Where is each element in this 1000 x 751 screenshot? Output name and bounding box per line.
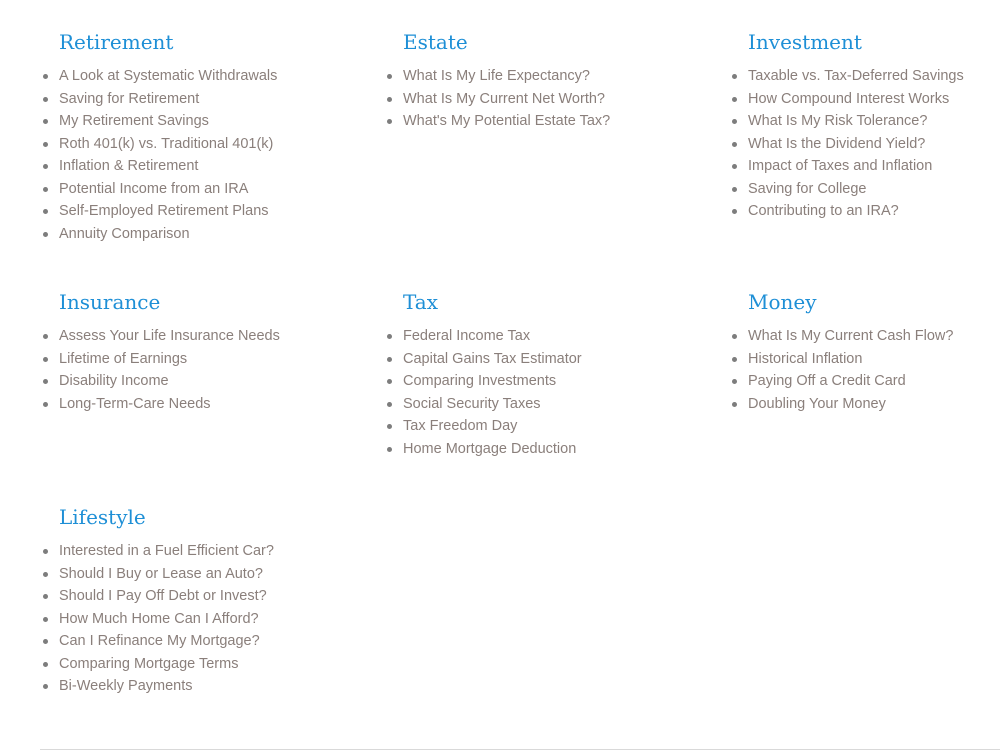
list-item [729, 88, 1000, 111]
calculator-link[interactable]: Can I Refinance My Mortgage? [59, 633, 260, 649]
calculator-link[interactable]: Paying Off a Credit Card [748, 373, 906, 389]
list-item [40, 608, 340, 631]
list-item [729, 370, 1000, 393]
calculator-link[interactable]: Comparing Mortgage Terms [59, 655, 239, 672]
section-title-lifestyle: Lifestyle [59, 505, 146, 529]
list-item [40, 88, 340, 111]
calculator-link[interactable]: What Is My Risk Tolerance? [748, 113, 928, 129]
calculator-link[interactable]: Saving for College [748, 180, 867, 197]
section-money [729, 289, 1000, 415]
list-item [40, 133, 340, 156]
calculator-link[interactable]: Roth 401(k) vs. Traditional 401(k) [59, 135, 274, 152]
list-item [40, 585, 340, 608]
calculator-link[interactable]: Comparing Investments [403, 373, 557, 389]
calculator-link[interactable]: Saving for Retirement [59, 90, 200, 107]
calculator-link[interactable]: Should I Buy or Lease an Auto? [59, 565, 263, 582]
list-item [384, 348, 684, 371]
calculator-link[interactable]: Long-Term-Care Needs [59, 395, 211, 412]
list-item [384, 415, 684, 438]
calculator-list-investment [729, 65, 1000, 223]
list-item [40, 110, 340, 133]
calculator-link[interactable]: How Much Home Can I Afford? [59, 610, 259, 627]
section-lifestyle [40, 504, 340, 698]
calculator-link[interactable]: Inflation & Retirement [59, 158, 199, 174]
calculator-link[interactable]: Annuity Comparison [59, 225, 190, 242]
list-item [40, 675, 340, 698]
section-title-insurance: Insurance [59, 290, 161, 314]
list-item [384, 325, 684, 348]
calculator-list-money [729, 325, 1000, 415]
list-item [384, 393, 684, 416]
list-item [40, 630, 340, 653]
calculator-link[interactable]: My Retirement Savings [59, 113, 209, 129]
calculator-link[interactable]: What Is My Current Net Worth? [403, 90, 605, 107]
list-item [40, 200, 340, 223]
list-item [729, 393, 1000, 416]
list-item [384, 88, 684, 111]
calculator-link[interactable]: Potential Income from an IRA [59, 180, 249, 197]
list-item [40, 325, 340, 348]
section-title-money: Money [748, 290, 817, 314]
calculator-list-insurance [40, 325, 340, 415]
section-insurance [40, 289, 340, 415]
calculator-link[interactable]: Capital Gains Tax Estimator [403, 350, 582, 367]
calculator-link[interactable]: What's My Potential Estate Tax? [403, 113, 611, 129]
list-item [40, 540, 340, 563]
list-item [729, 178, 1000, 201]
calculator-list-retirement [40, 65, 340, 245]
calculator-link[interactable]: What Is the Dividend Yield? [748, 135, 926, 152]
calculator-link[interactable]: Tax Freedom Day [403, 418, 518, 434]
footer-divider [40, 749, 1000, 750]
calculator-link[interactable]: Home Mortgage Deduction [403, 440, 577, 457]
list-item [40, 155, 340, 178]
calculator-link[interactable]: Historical Inflation [748, 350, 863, 367]
list-item [40, 393, 340, 416]
list-item [729, 65, 1000, 88]
calculator-link[interactable]: Interested in a Fuel Efficient Car? [59, 543, 274, 559]
calculator-link[interactable]: What Is My Life Expectancy? [403, 68, 590, 84]
section-investment [729, 29, 1000, 223]
section-retirement [40, 29, 340, 245]
calculator-link[interactable]: Contributing to an IRA? [748, 203, 899, 219]
calculator-link[interactable]: Disability Income [59, 373, 169, 389]
list-item [729, 133, 1000, 156]
calculator-link[interactable]: What Is My Current Cash Flow? [748, 328, 954, 344]
calculator-list-lifestyle [40, 540, 340, 698]
list-item [729, 348, 1000, 371]
list-item [729, 110, 1000, 133]
list-item [729, 155, 1000, 178]
list-item [40, 563, 340, 586]
list-item [384, 110, 684, 133]
calculator-link[interactable]: Taxable vs. Tax-Deferred Savings [748, 68, 964, 84]
list-item [40, 370, 340, 393]
calculator-link[interactable]: Lifetime of Earnings [59, 350, 188, 367]
list-item [40, 65, 340, 88]
list-item [729, 200, 1000, 223]
calculator-link[interactable]: Federal Income Tax [403, 328, 531, 344]
calculator-link[interactable]: Social Security Taxes [403, 395, 541, 412]
calculator-link[interactable]: Assess Your Life Insurance Needs [59, 328, 280, 344]
list-item [40, 653, 340, 676]
list-item [729, 325, 1000, 348]
calculator-link[interactable]: How Compound Interest Works [748, 90, 950, 107]
section-tax [384, 289, 684, 460]
calculator-link[interactable]: Self-Employed Retirement Plans [59, 203, 269, 219]
calculator-link[interactable]: Doubling Your Money [748, 395, 886, 412]
section-title-investment: Investment [748, 30, 862, 54]
list-item [384, 370, 684, 393]
list-item [40, 348, 340, 371]
list-item [40, 223, 340, 246]
section-title-retirement: Retirement [59, 30, 174, 54]
section-title-tax: Tax [403, 290, 438, 314]
calculator-link[interactable]: Bi-Weekly Payments [59, 678, 193, 694]
calculator-link[interactable]: A Look at Systematic Withdrawals [59, 68, 278, 84]
calculator-link[interactable]: Impact of Taxes and Inflation [748, 158, 933, 174]
calculator-list-tax [384, 325, 684, 460]
list-item [384, 438, 684, 461]
section-estate [384, 29, 684, 133]
list-item [384, 65, 684, 88]
section-title-estate: Estate [403, 30, 468, 54]
list-item [40, 178, 340, 201]
calculator-link[interactable]: Should I Pay Off Debt or Invest? [59, 588, 267, 604]
calculator-list-estate [384, 65, 684, 133]
